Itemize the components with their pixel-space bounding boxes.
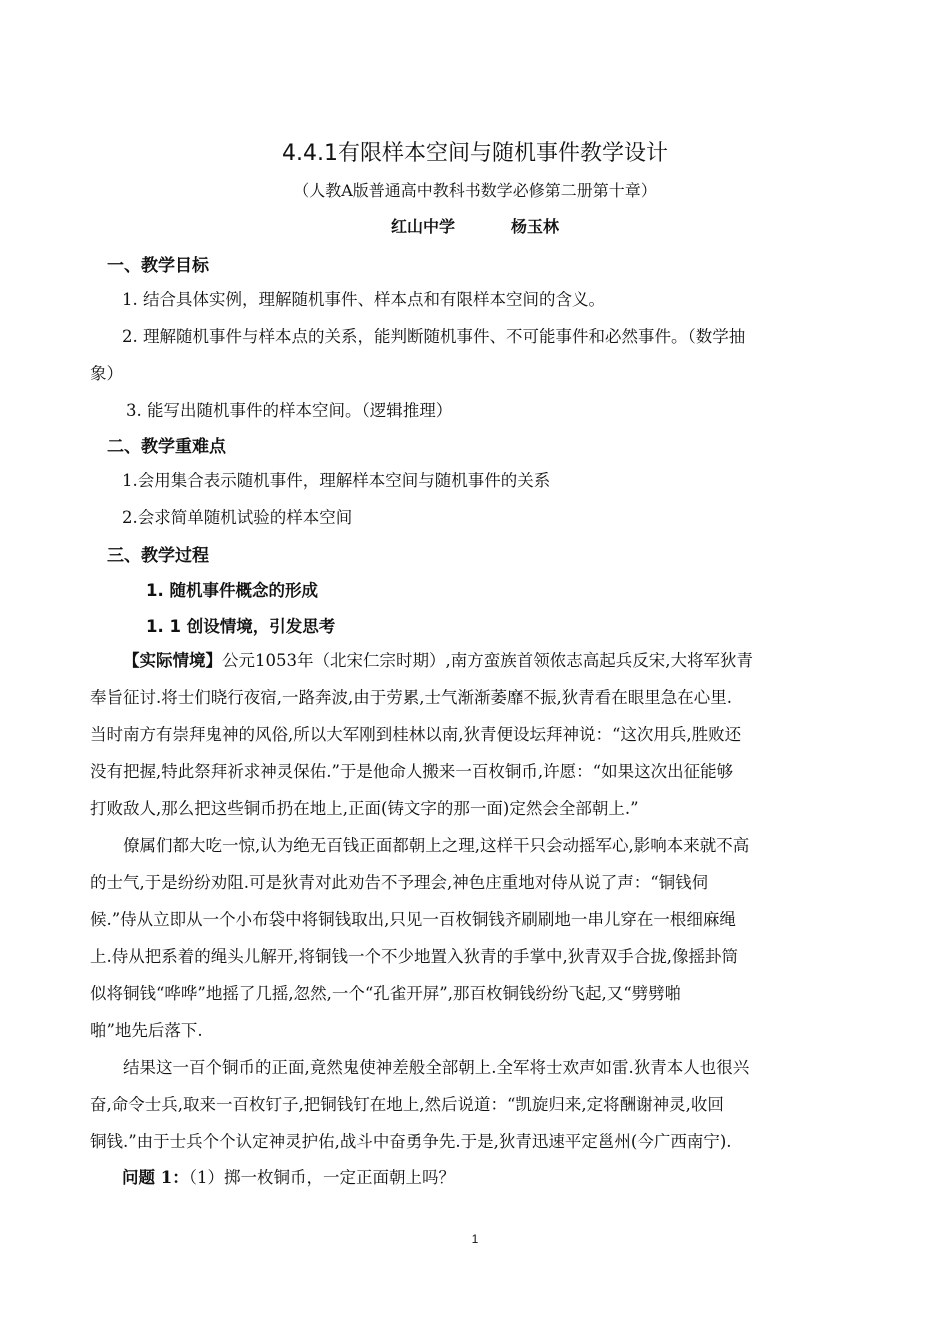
- goal-item-3: 3. 能写出随机事件的样本空间。（逻辑推理）: [126, 401, 453, 420]
- section-heading-process: 三、教学过程: [107, 546, 209, 566]
- story-line: 的士气,于是纷纷劝阻.可是狄青对此劝告不予理会,神色庄重地对侍从说了声：“铜钱伺: [90, 873, 709, 892]
- story-line: 似将铜钱“哗哗”地摇了几摇,忽然,一个“孔雀开屏”,那百枚铜钱纷纷飞起,又“劈劈啪: [90, 984, 682, 1003]
- document-title: 4.4.1有限样本空间与随机事件教学设计: [282, 141, 668, 166]
- goal-item-2: 2. 理解随机事件与样本点的关系，能判断随机事件、不可能事件和必然事件。（数学抽: [122, 327, 746, 346]
- author-name: 杨玉林: [511, 217, 560, 236]
- story-line: 公元1053年（北宋仁宗时期）,南方蛮族首领侬志高起兵反宋,大将军狄青: [222, 651, 753, 670]
- goal-item-1: 1. 结合具体实例，理解随机事件、样本点和有限样本空间的含义。: [122, 290, 605, 309]
- question-label: 问题 1：: [122, 1168, 189, 1187]
- page-number: 1: [471, 1232, 479, 1246]
- story-line: 候.”侍从立即从一个小布袋中将铜钱取出,只见一百枚铜钱齐刷刷地一串儿穿在一根细麻绳: [90, 910, 736, 929]
- section-heading-goals: 一、教学目标: [107, 256, 209, 276]
- story-line: 奉旨征讨.将士们晓行夜宿,一路奔波,由于劳累,士气渐渐萎靡不振,狄青看在眼里急在心里.: [90, 688, 732, 707]
- story-paragraph: [90, 642, 865, 1160]
- goal-item-2-cont: 象）: [90, 364, 123, 383]
- subsection-heading-1: 1. 随机事件概念的形成: [146, 581, 318, 600]
- subsection-heading-1-1: 1. 1 创设情境，引发思考: [146, 617, 336, 636]
- story-line: 奋,命令士兵,取来一百枚钉子,把铜钱钉在地上,然后说道：“凯旋归来,定将酬谢神灵,收回: [90, 1095, 724, 1114]
- story-line: 当时南方有崇拜鬼神的风俗,所以大军刚到桂林以南,狄青便设坛拜神说：“这次用兵,胜败还: [90, 725, 742, 744]
- story-line: 上.侍从把系着的绳头儿解开,将铜钱一个不少地置入狄青的手掌中,狄青双手合拢,像摇卦筒: [90, 947, 738, 966]
- document-subtitle: （人教A版普通高中教科书数学必修第二册第十章）: [293, 181, 657, 200]
- story-line: 僚属们都大吃一惊,认为绝无百钱正面都朝上之理,这样干只会动摇军心,影响本来就不高: [123, 836, 750, 855]
- section-heading-keypoints: 二、教学重难点: [107, 437, 226, 457]
- author-school: 红山中学: [390, 217, 455, 236]
- story-label: 【实际情境】: [123, 651, 222, 670]
- story-line: 啪”地先后落下.: [90, 1021, 203, 1040]
- question-text: （1）掷一枚铜币，一定正面朝上吗？: [188, 1168, 455, 1187]
- keypoint-item-1: 1.会用集合表示随机事件，理解样本空间与随机事件的关系: [122, 471, 551, 490]
- story-line: 没有把握,特此祭拜祈求神灵保佑.”于是他命人搬来一百枚铜币,许愿：“如果这次出征能够: [90, 762, 734, 781]
- authors-line: [0, 214, 950, 237]
- story-line: 打败敌人,那么把这些铜币扔在地上,正面(铸文字的那一面)定然会全部朝上.”: [90, 799, 639, 818]
- story-line: 铜钱.”由于士兵个个认定神灵护佑,战斗中奋勇争先.于是,狄青迅速平定邕州(今广西南宁).: [90, 1132, 732, 1151]
- question-1: [122, 1164, 897, 1188]
- keypoint-item-2: 2.会求简单随机试验的样本空间: [122, 508, 353, 527]
- story-line: 结果这一百个铜币的正面,竟然鬼使神差般全部朝上.全军将士欢声如雷.狄青本人也很兴: [123, 1058, 750, 1077]
